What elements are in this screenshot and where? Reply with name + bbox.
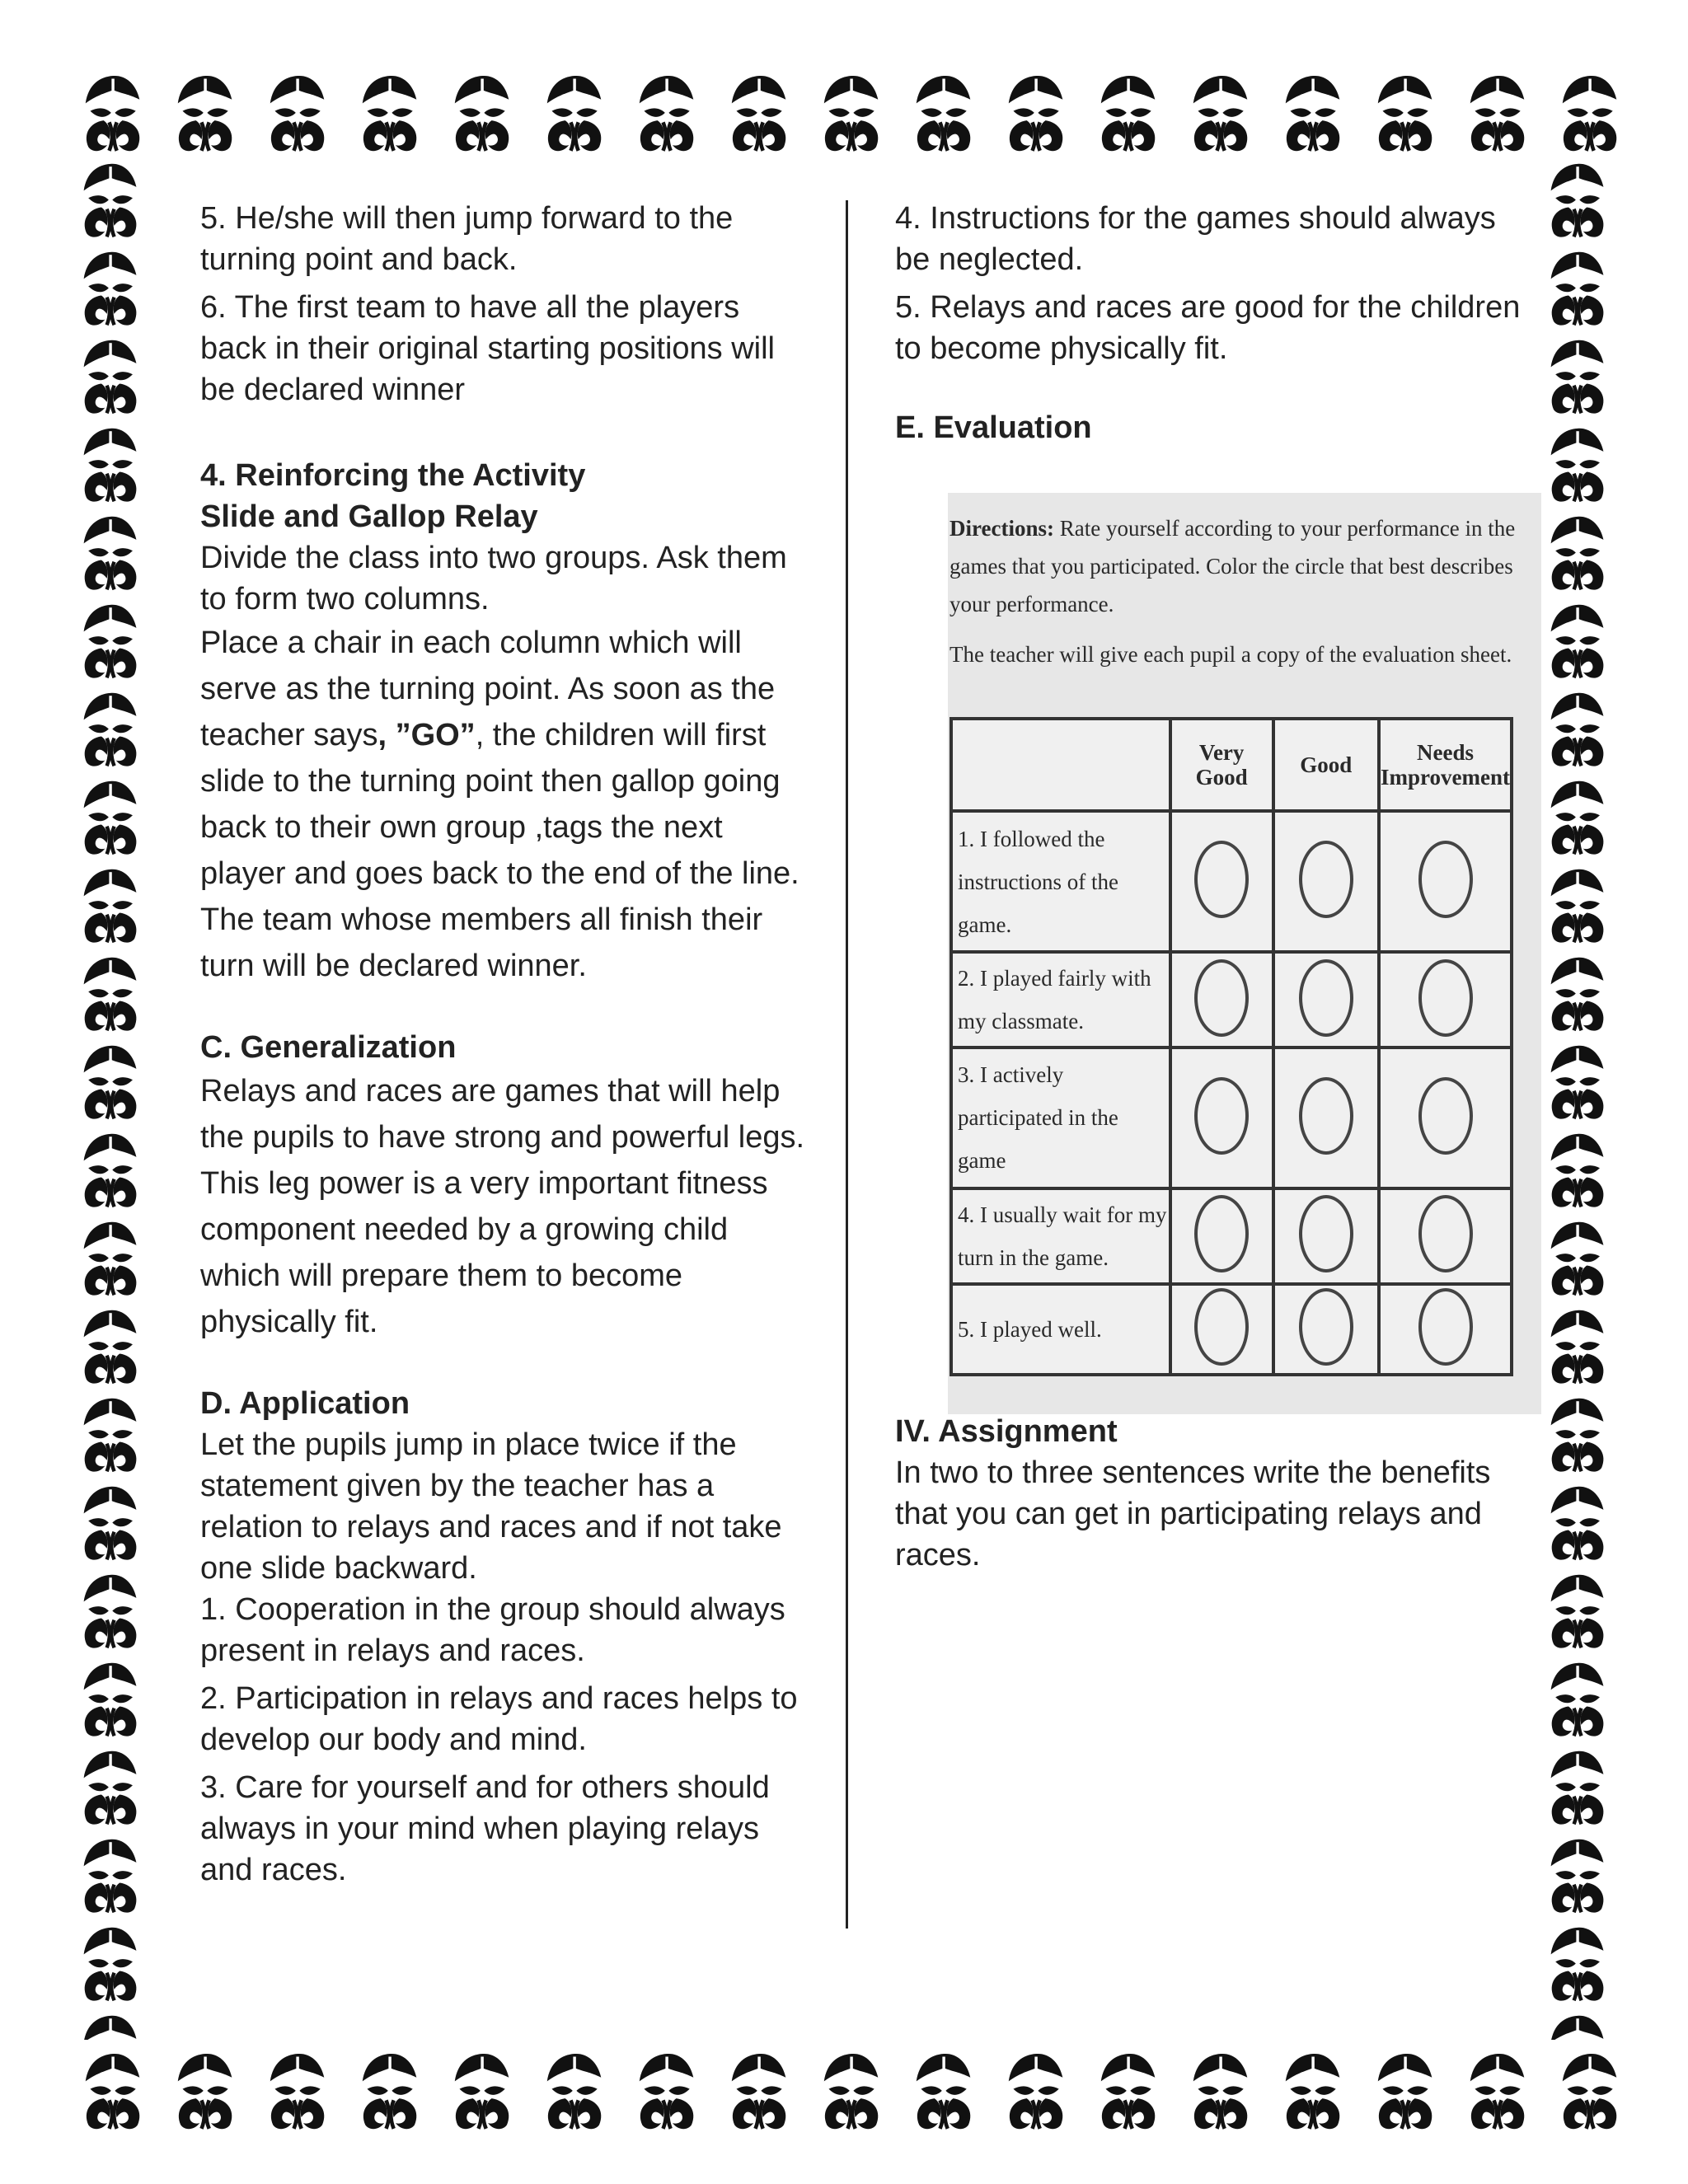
rating-circle[interactable]	[1299, 1195, 1353, 1272]
rating-circle[interactable]	[1299, 841, 1353, 918]
assignment-heading: IV. Assignment	[895, 1414, 1118, 1449]
procedure-step-6: 6. The first team to have all the players back in their original starting positions will be declared winner	[200, 290, 775, 407]
procedure-step-5: 5. He/she will then jump forward to the turning point and back.	[200, 201, 734, 277]
table-row	[951, 1284, 1512, 1375]
rating-circle[interactable]	[1194, 959, 1249, 1037]
generalization-body: Relays and races are games that will help the pupils to have strong and powerful legs. This leg power is a very important fitness component needed by a growing child which will prepare them to become physically fit.	[200, 1074, 805, 1339]
table-row	[951, 1188, 1512, 1284]
table-row	[951, 811, 1512, 952]
rating-circle[interactable]	[1418, 1195, 1473, 1272]
column-very-good: Very Good	[1170, 719, 1273, 811]
reinforcing-text-end: , the children will first slide to the turning point then gallop going back to their own group ,tags the next player and goes back to the end of the line. The team whose members all finish their turn will be declared winner.	[200, 718, 799, 983]
rating-circle[interactable]	[1418, 841, 1473, 918]
floral-border-left	[66, 152, 157, 2040]
rating-circle[interactable]	[1194, 1288, 1249, 1366]
directions-text: Rate yourself according to your performance in the games that you participated. Color the circle that best describes your performance.	[950, 516, 1516, 616]
relay-subheading: Slide and Gallop Relay	[200, 499, 538, 534]
generalization-heading: C. Generalization	[200, 1030, 457, 1065]
application-statement-2: 2. Participation in relays and races helps to develop our body and mind.	[200, 1681, 798, 1757]
go-command: , ”GO”	[377, 718, 476, 752]
floral-border-top	[66, 58, 1624, 157]
application-statement-3: 3. Care for yourself and for others should always in your mind when playing relays and races.	[200, 1770, 770, 1887]
column-needs-improvement: Needs Improvement	[1379, 719, 1512, 811]
rating-circle[interactable]	[1299, 1077, 1353, 1155]
floral-border-right	[1533, 152, 1624, 2040]
application-statement-5: 5. Relays and races are good for the children to become physically fit.	[895, 290, 1521, 366]
evaluation-heading: E. Evaluation	[895, 410, 1092, 445]
application-statement-1: 1. Cooperation in the group should always present in relays and races.	[200, 1592, 785, 1668]
column-good: Good	[1273, 719, 1379, 811]
rating-circle[interactable]	[1194, 841, 1249, 918]
reinforcing-intro: Divide the class into two groups. Ask them to form two columns.	[200, 541, 787, 616]
floral-border-bottom	[66, 2036, 1624, 2135]
application-statement-4: 4. Instructions for the games should always be neglected.	[895, 201, 1496, 277]
rating-circle[interactable]	[1299, 1288, 1353, 1366]
teacher-note: The teacher will give each pupil a copy of the evaluation sheet.	[950, 642, 1512, 667]
rating-statement: 4. I usually wait for my turn in the game.	[951, 1188, 1170, 1284]
reinforcing-instructions	[200, 620, 810, 989]
application-heading: D. Application	[200, 1386, 410, 1421]
rating-circle[interactable]	[1418, 1077, 1473, 1155]
rating-circle[interactable]	[1418, 959, 1473, 1037]
evaluation-sheet-image	[948, 493, 1541, 1414]
application-intro: Let the pupils jump in place twice if the statement given by the teacher has a relation to relays and races and if not take one slide backward.	[200, 1427, 782, 1586]
left-column	[200, 198, 810, 1897]
assignment-body: In two to three sentences write the benefits that you can get in participating relays and races.	[895, 1455, 1491, 1572]
reinforcing-text-start: Place a chair in each column which will serve as the turning point. As soon as the teacher says	[200, 626, 776, 752]
rating-circle[interactable]	[1299, 959, 1353, 1037]
rating-statement: 5. I played well.	[951, 1284, 1170, 1375]
rating-circle[interactable]	[1194, 1195, 1249, 1272]
evaluation-directions	[950, 509, 1536, 623]
rating-header-row	[951, 719, 1512, 811]
table-row	[951, 1047, 1512, 1188]
column-divider	[846, 200, 848, 1929]
reinforcing-heading: 4. Reinforcing the Activity	[200, 458, 586, 493]
rating-header-blank	[951, 719, 1170, 811]
rating-table	[950, 717, 1513, 1376]
rating-circle[interactable]	[1194, 1077, 1249, 1155]
rating-circle[interactable]	[1418, 1288, 1473, 1366]
rating-statement: 3. I actively participated in the game	[951, 1047, 1170, 1188]
rating-statement: 2. I played fairly with my classmate.	[951, 952, 1170, 1047]
directions-label: Directions:	[950, 516, 1054, 541]
rating-statement: 1. I followed the instructions of the game.	[951, 811, 1170, 952]
table-row	[951, 952, 1512, 1047]
